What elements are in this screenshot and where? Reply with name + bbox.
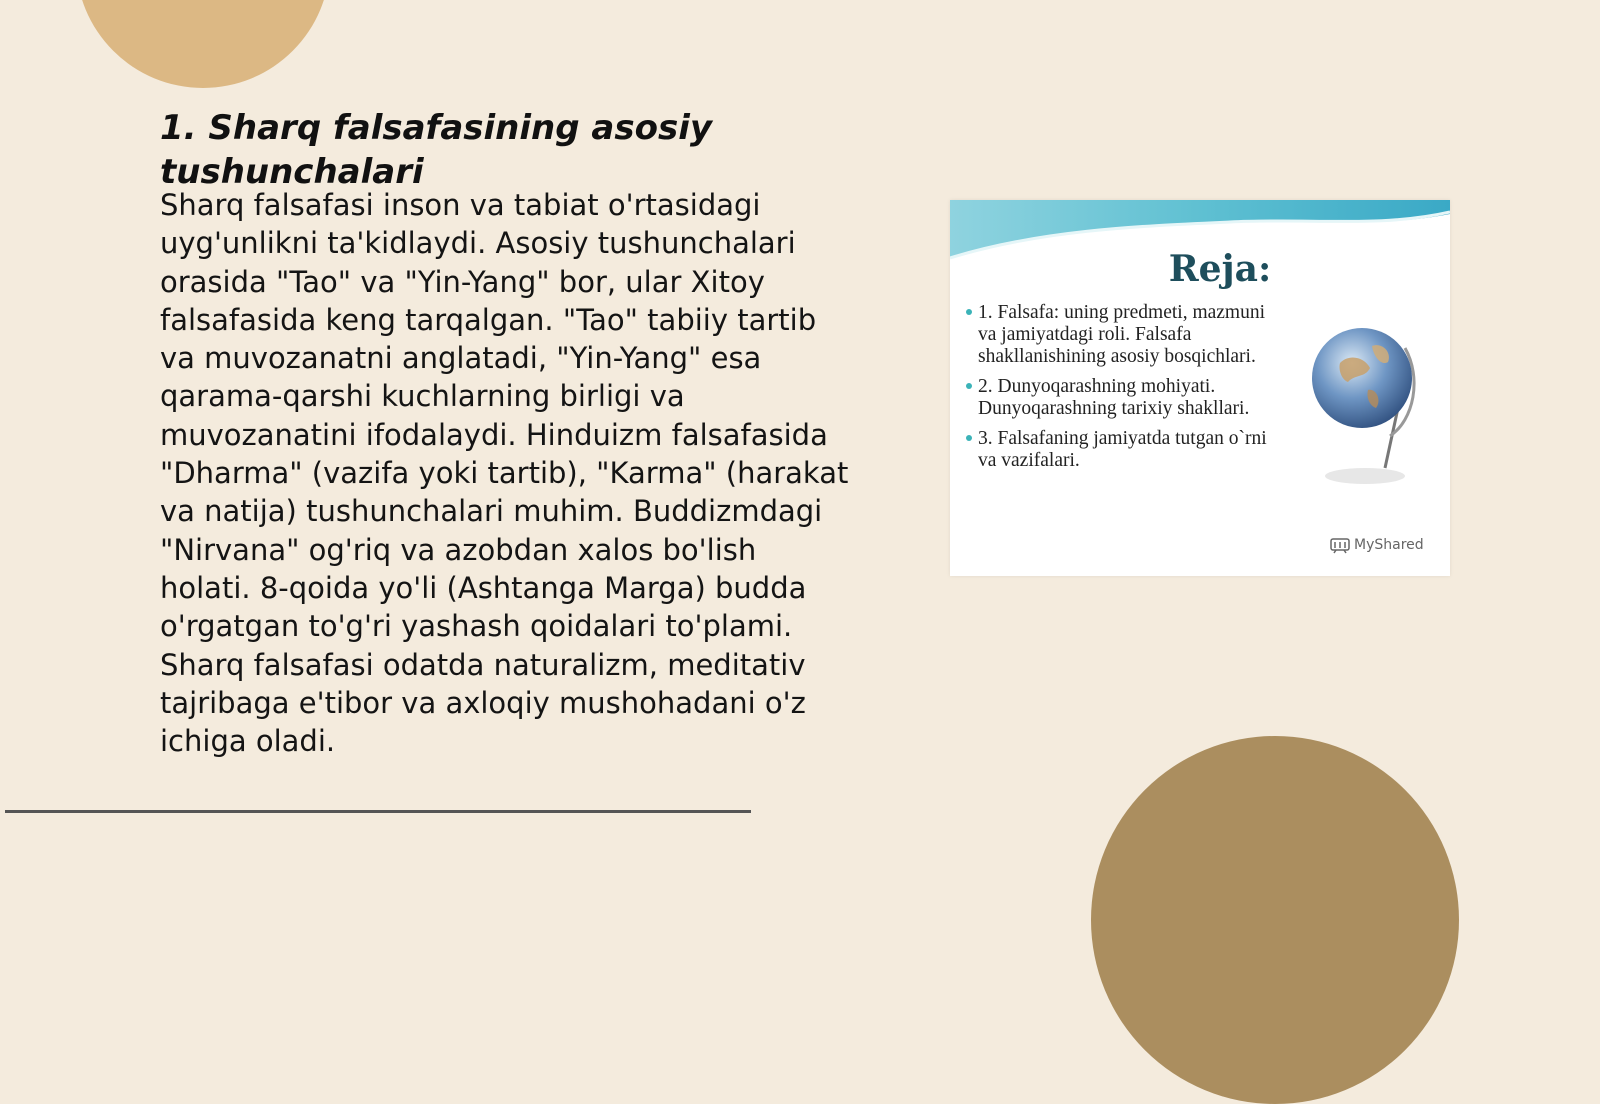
list-item: 2. Dunyoqarashning mohiyati. Dunyoqarashning tarixiy shakllari. xyxy=(968,376,1288,420)
slide-title: 1. Sharq falsafasining asosiy tushunchalari xyxy=(160,108,713,192)
thumbnail-plan-list xyxy=(968,302,1288,480)
bullet-icon xyxy=(966,383,972,389)
bullet-icon xyxy=(966,309,972,315)
slide-body-text: Sharq falsafasi inson va tabiat o'rtasidagi uyg'unlikni ta'kidlaydi. Asosiy tushunchalari orasida "Tao" va "Yin-Yang" bor, ular Xitoy falsafasida keng tarqalgan. "Tao" tabiiy tartib va muvozanatni anglatadi, "Yin-Yang" esa qarama-qarshi kuchlarning birligi va muvozanatini ifodalaydi. Hinduizm falsafasida "Dharma" (vazifa yoki tartib), "Karma" (harakat va natija) tushunchalari muhim. Buddizmdagi "Nirvana" og'riq va azobdan xalos bo'lish holati. 8-qoida yo'li (Ashtanga Marga) budda o'rgatgan to'g'ri yashash qoidalari to'plami. Sharq falsafasi odatda naturalizm, meditativ tajribaga e'tibor va axloqiy mushohadani o'z ichiga oladi. xyxy=(160,188,849,759)
globe-icon xyxy=(1310,308,1430,488)
myshared-logo: MyShared xyxy=(1330,536,1424,554)
divider-line xyxy=(5,810,751,813)
decorative-circle-bottom xyxy=(1091,736,1459,1104)
list-item: 3. Falsafaning jamiyatda tutgan o`rni va vazifalari. xyxy=(968,428,1288,472)
myshared-logo-icon xyxy=(1330,536,1350,554)
bullet-icon xyxy=(966,435,972,441)
decorative-circle-top xyxy=(76,0,330,88)
thumbnail-heading: Reja: xyxy=(1168,248,1272,290)
slide-thumbnail-image xyxy=(950,200,1450,576)
list-item: 1. Falsafa: uning predmeti, mazmuni va jamiyatdagi roli. Falsafa shakllanishining asosiy bosqichlari. xyxy=(968,302,1288,368)
